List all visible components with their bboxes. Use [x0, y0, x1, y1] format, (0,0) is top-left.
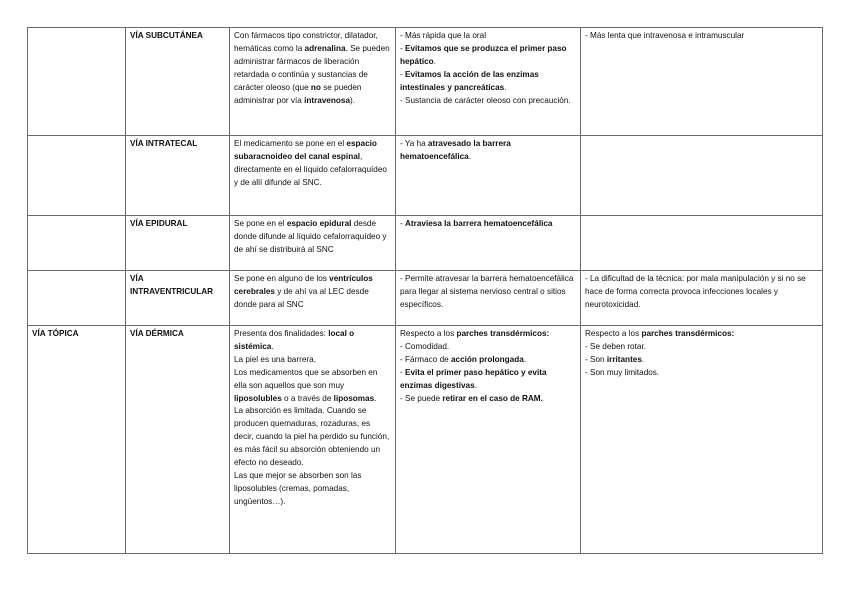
bold-text: local o sistémica	[234, 329, 355, 351]
text-run: Los medicamentos que se absorben en ella son aquellos que son muy	[234, 367, 378, 390]
text-run: se pueden administrar por vía	[234, 82, 362, 105]
route-cell: VÍA INTRATECAL	[126, 136, 230, 216]
table-row	[28, 28, 823, 136]
text-run: La absorción es limitada. Cuando se producen quemaduras, rozaduras, es decir, cuando la piel ha perdido su función, es más fácil su absorción obteniendo un efecto no deseado.	[234, 406, 390, 468]
cell-paragraph	[234, 218, 391, 257]
text-run: .	[433, 56, 436, 66]
text-run: - Son	[585, 354, 607, 364]
text-run: Respecto a los	[585, 329, 642, 338]
text-run: Respecto a los	[400, 329, 457, 338]
route-cell: VÍA EPIDURAL	[126, 216, 230, 271]
cell-paragraph	[400, 367, 576, 393]
group-cell	[28, 216, 126, 271]
cell-paragraph	[234, 30, 391, 107]
advantages-cell	[396, 326, 581, 554]
bold-text: parches transdérmicos:	[641, 329, 735, 338]
bold-text: no	[310, 82, 321, 92]
text-run: - Comodidad.	[400, 341, 450, 351]
cell-paragraph	[400, 30, 576, 43]
text-run: .	[271, 341, 274, 351]
text-run: - Fármaco de	[400, 354, 451, 364]
text-run: ).	[350, 95, 356, 105]
text-run: El medicamento se pone en el	[234, 139, 347, 148]
text-run: -	[400, 367, 406, 377]
cell-paragraph	[585, 273, 818, 312]
routes-table	[27, 27, 823, 554]
text-run: - Ya ha	[400, 139, 428, 148]
bold-text: liposolubles	[234, 393, 282, 403]
cell-paragraph	[585, 354, 818, 367]
text-run: y de ahí va al LEC desde donde para al SNC	[234, 286, 369, 309]
bold-text: acción prolongada	[450, 354, 524, 364]
cell-paragraph	[400, 354, 576, 367]
text-run: La piel es una barrera.	[234, 354, 316, 364]
text-run: - Permite atravesar la barrera hematoencefálica para llegar al sistema nervioso central o sitios específicos.	[400, 274, 574, 309]
bold-text: Evita el primer paso hepático y evita enzimas digestivas	[400, 367, 547, 390]
cell-paragraph	[234, 367, 391, 406]
route-cell: VÍA SUBCUTÁNEA	[126, 28, 230, 136]
bold-text: adrenalina	[304, 43, 346, 53]
cell-paragraph	[585, 341, 818, 354]
description-cell	[230, 28, 396, 136]
text-run: -	[400, 219, 406, 228]
text-run: desde donde difunde al líquido cefalorraquídeo y de ahí se distribuirá al SNC	[234, 219, 387, 254]
text-run: - Más lenta que intravenosa e intramuscular	[585, 31, 745, 40]
text-run: - Se deben rotar.	[585, 341, 646, 351]
bold-text: espacio epidural	[286, 219, 352, 228]
cell-paragraph	[585, 30, 818, 43]
cell-paragraph	[400, 138, 576, 164]
text-run: Las que mejor se absorben son las liposolubles (cremas, pomadas, ungüentos…).	[234, 470, 362, 506]
bold-text: Evitamos que se produzca el primer paso hepático	[400, 43, 567, 66]
cell-paragraph	[234, 328, 391, 354]
bold-text: parches transdérmicos:	[456, 329, 550, 338]
text-run: - Se puede	[400, 393, 443, 403]
advantages-cell	[396, 28, 581, 136]
text-run: , directamente en el líquido cefalorraquídeo y de allí difunde al SNC.	[234, 151, 387, 187]
cell-paragraph	[585, 328, 818, 341]
bold-text: ventrículos cerebrales	[234, 274, 373, 296]
cell-paragraph	[234, 470, 391, 509]
cell-paragraph	[400, 43, 576, 69]
route-cell: VÍA INTRAVENTRICULAR	[126, 271, 230, 326]
text-run: - Más rápida que la oral	[400, 31, 487, 40]
group-cell	[28, 271, 126, 326]
advantages-cell	[396, 216, 581, 271]
group-cell: VÍA TÓPICA	[28, 326, 126, 554]
group-cell	[28, 28, 126, 136]
text-run: .	[641, 354, 645, 364]
cell-paragraph	[400, 393, 576, 406]
cell-paragraph	[234, 138, 391, 190]
cell-paragraph	[400, 341, 576, 354]
cell-paragraph	[400, 328, 576, 341]
advantages-cell	[396, 136, 581, 216]
cell-paragraph	[234, 405, 391, 470]
bold-text: Evitamos la acción de las enzimas intestinales y pancreáticas	[400, 69, 539, 92]
cell-paragraph	[400, 273, 576, 312]
table-row	[28, 136, 823, 216]
text-run: Con fármacos tipo constrictor, dilatador, hemáticas como la	[234, 31, 378, 53]
disadvantages-cell	[581, 271, 823, 326]
text-run: -	[400, 69, 406, 79]
advantages-cell	[396, 271, 581, 326]
description-cell	[230, 326, 396, 554]
bold-text: liposomas	[333, 393, 375, 403]
text-run: . Se pueden administrar fármacos de liberación retardada o continúa y sustancias de carácter oleoso (que	[234, 43, 390, 92]
bold-text: intravenosa	[304, 95, 351, 105]
text-run: .	[468, 151, 471, 161]
text-run: -	[400, 43, 406, 53]
table-row	[28, 216, 823, 271]
text-run: o a través de	[281, 393, 334, 403]
bold-text: retirar en el caso de RAM.	[442, 393, 543, 403]
cell-paragraph	[400, 69, 576, 95]
text-run: Se pone en el	[234, 219, 287, 228]
text-run: .	[374, 393, 377, 403]
table-row	[28, 271, 823, 326]
cell-paragraph	[400, 218, 576, 231]
text-run: .	[504, 82, 507, 92]
disadvantages-cell	[581, 136, 823, 216]
disadvantages-cell	[581, 326, 823, 554]
route-cell: VÍA DÉRMICA	[126, 326, 230, 554]
description-cell	[230, 271, 396, 326]
text-run: - Sustancia de carácter oleoso con precaución.	[400, 95, 571, 105]
text-run: - La dificultad de la técnica: por mala manipulación y si no se hace de forma correcta provoca infecciones locales y neurotoxicidad.	[585, 274, 806, 309]
group-cell	[28, 136, 126, 216]
disadvantages-cell	[581, 28, 823, 136]
bold-text: atravesado la barrera hematoencefálica	[400, 139, 511, 161]
cell-paragraph	[234, 354, 391, 367]
cell-paragraph	[585, 367, 818, 380]
text-run: - Son muy limitados.	[585, 367, 660, 377]
bold-text: espacio subaracnoideo del canal espinal	[234, 139, 377, 161]
disadvantages-cell	[581, 216, 823, 271]
table-row	[28, 326, 823, 554]
text-run: .	[474, 380, 477, 390]
bold-text: irritantes	[606, 354, 642, 364]
cell-paragraph	[400, 95, 576, 108]
description-cell	[230, 216, 396, 271]
text-run: Presenta dos finalidades:	[234, 329, 329, 338]
description-cell	[230, 136, 396, 216]
bold-text: Atraviesa la barrera hematoencefálica	[405, 219, 553, 228]
text-run: .	[523, 354, 527, 364]
cell-paragraph	[234, 273, 391, 312]
text-run: Se pone en alguno de los	[234, 274, 330, 283]
